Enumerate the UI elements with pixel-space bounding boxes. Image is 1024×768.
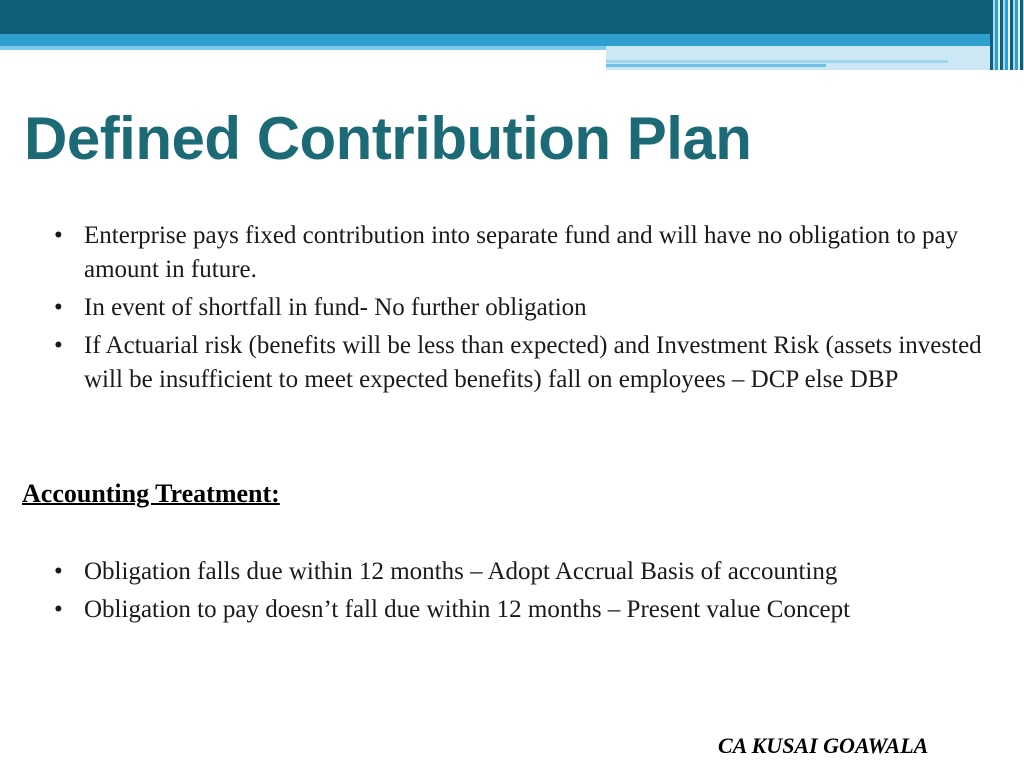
list-item — [54, 219, 1014, 287]
bullet-text: Obligation falls due within 12 months – Adopt Accrual Basis of accounting — [84, 558, 838, 585]
bullet-text: Enterprise pays fixed contribution into separate fund and will have no obligation to pay amount in future. — [84, 222, 959, 283]
header-bar-blue — [0, 34, 1024, 46]
bullet-text: If Actuarial risk (benefits will be less than expected) and Investment Risk (assets invested will be insufficient to meet expected benefits) fall on employees – DCP else DBP — [84, 332, 982, 393]
list-item — [54, 555, 1014, 589]
header-stripes — [990, 0, 1024, 70]
treatment-bullet-list — [54, 555, 1014, 631]
header-bar-dark — [0, 0, 1024, 34]
list-item — [54, 291, 1014, 325]
section-heading: Accounting Treatment: — [22, 479, 280, 508]
bullet-icon: • — [54, 596, 63, 623]
header-line — [606, 60, 948, 63]
definition-bullet-list — [54, 219, 1014, 401]
bullet-icon: • — [54, 332, 63, 359]
header-bar-accent — [0, 46, 606, 50]
author-footer: CA KUSAI GOAWALA — [718, 733, 929, 758]
bullet-text: Obligation to pay doesn’t fall due within 12 months – Present value Concept — [84, 596, 851, 623]
bullet-icon: • — [54, 222, 63, 249]
list-item — [54, 329, 1014, 397]
slide-title: Defined Contribution Plan — [24, 105, 752, 172]
bullet-icon: • — [54, 294, 63, 321]
bullet-text: In event of shortfall in fund- No further obligation — [84, 294, 587, 321]
list-item — [54, 593, 1014, 627]
bullet-icon: • — [54, 558, 63, 585]
header-line — [606, 64, 826, 67]
